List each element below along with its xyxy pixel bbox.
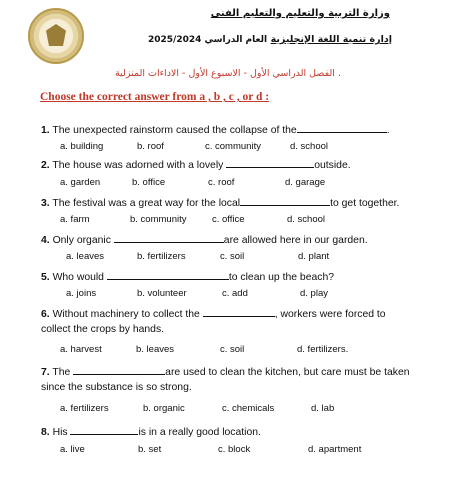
option[interactable]: a. farm <box>60 214 90 225</box>
question-6-continuation: collect the crops by hands. <box>41 324 165 335</box>
option[interactable]: d. play <box>300 288 328 299</box>
option[interactable]: c. community <box>205 141 261 152</box>
question-3: 3. The festival was a great way for the local to get together. <box>41 195 399 211</box>
option[interactable]: a. live <box>60 444 85 455</box>
worksheet-subtitle: الفصل الدراسي الأول - الاسبوع الأول - الاداءات المنزلية . <box>115 68 341 79</box>
department-title: إدارة تنمية اللغة الإنجليزية <box>270 34 392 45</box>
option[interactable]: d. apartment <box>308 444 362 455</box>
option[interactable]: a. harvest <box>60 344 102 355</box>
option[interactable]: b. fertilizers <box>137 251 186 262</box>
option[interactable]: c. office <box>212 214 245 225</box>
answer-blank[interactable] <box>70 424 138 435</box>
answer-blank[interactable] <box>107 269 229 280</box>
question-2: 2. The house was adorned with a lovely outside. <box>41 157 351 173</box>
option[interactable]: c. soil <box>220 251 245 262</box>
option[interactable]: b. roof <box>137 141 164 152</box>
answer-blank[interactable] <box>203 306 275 317</box>
question-4: 4. Only organic are allowed here in our garden. <box>41 232 368 248</box>
question-text: The unexpected rainstorm caused the collapse of the <box>52 125 297 136</box>
option[interactable]: d. garage <box>285 177 326 188</box>
answer-blank[interactable] <box>226 157 314 168</box>
option[interactable]: d. fertilizers. <box>297 344 349 355</box>
question-6: 6. Without machinery to collect the , workers were forced to <box>41 306 386 322</box>
ministry-seal-logo <box>28 8 84 64</box>
option[interactable]: a. fertilizers <box>60 403 109 414</box>
question-8: 8. His is in a really good location. <box>41 424 261 440</box>
question-1: 1. The unexpected rainstorm caused the collapse of the . <box>41 122 390 138</box>
answer-blank[interactable] <box>297 122 387 133</box>
option[interactable]: b. office <box>132 177 166 188</box>
question-5: 5. Who would to clean up the beach? <box>41 269 334 285</box>
option[interactable]: b. leaves <box>136 344 175 355</box>
option[interactable]: b. organic <box>143 403 185 414</box>
option[interactable]: d. plant <box>298 251 330 262</box>
ministry-title: وزارة التربية والتعليم والتعليم الفنى <box>210 8 390 19</box>
option[interactable]: a. leaves <box>66 251 105 262</box>
option[interactable]: c. block <box>218 444 251 455</box>
option[interactable]: a. joins <box>66 288 97 299</box>
instruction-heading: Choose the correct answer from a , b , c , or d : <box>40 91 270 103</box>
option[interactable]: c. chemicals <box>222 403 275 414</box>
option[interactable]: c. roof <box>208 177 235 188</box>
question-7: 7. The are used to clean the kitchen, but care must be taken <box>41 364 410 380</box>
question-number: 1. <box>41 125 50 136</box>
option[interactable]: c. soil <box>220 344 245 355</box>
academic-year: العام الدراسي 2025/2024 <box>148 35 268 45</box>
option[interactable]: a. building <box>60 141 104 152</box>
answer-blank[interactable] <box>114 232 224 243</box>
option[interactable]: c. add <box>222 288 248 299</box>
option[interactable]: d. school <box>290 141 329 152</box>
option[interactable]: b. community <box>130 214 187 225</box>
option[interactable]: b. set <box>138 444 162 455</box>
option[interactable]: d. lab <box>311 403 335 414</box>
question-7-continuation: since the substance is so strong. <box>41 382 192 393</box>
answer-blank[interactable] <box>73 364 165 375</box>
option[interactable]: a. garden <box>60 177 101 188</box>
option[interactable]: b. volunteer <box>137 288 187 299</box>
answer-blank[interactable] <box>240 195 330 206</box>
option[interactable]: d. school <box>287 214 326 225</box>
